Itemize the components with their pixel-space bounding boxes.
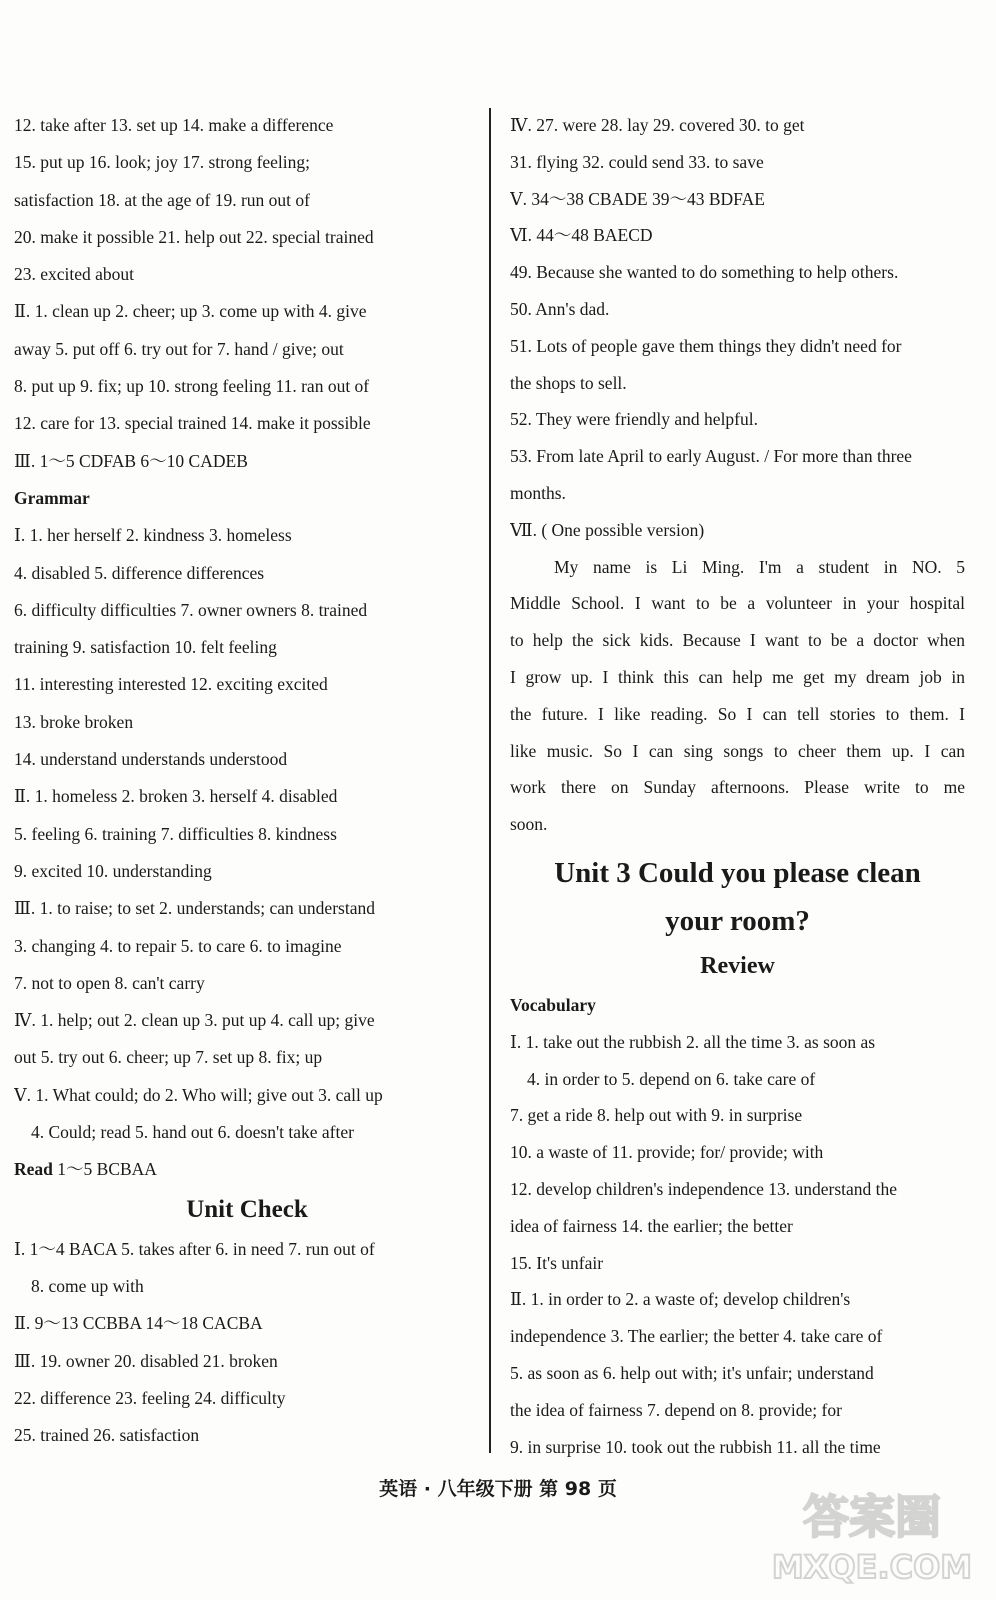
unit-title — [510, 849, 965, 945]
answer-line: Ⅴ. 34～38 CBADE 39～43 BDFAE — [510, 188, 765, 209]
answer-line: 7. get a ride 8. help out with 9. in surprise — [510, 1105, 803, 1126]
answer-line: 13. broke broken — [14, 711, 134, 732]
answer-line: Ⅰ. 1. her herself 2. kindness 3. homeless — [14, 525, 292, 546]
unit-title-line2: your room? — [665, 904, 810, 937]
answer-line: Ⅰ. 1. take out the rubbish 2. all the time 3. as soon as — [510, 1031, 876, 1052]
essay-line: to help the sick kids. Because I want to be a doctor when — [510, 630, 965, 651]
section-heading: Grammar — [14, 487, 90, 508]
review-title: Review — [700, 952, 775, 979]
answer-line: 12. take after 13. set up 14. make a difference — [14, 115, 334, 135]
answer-line: 23. excited about — [14, 264, 135, 285]
answer-line: Ⅳ. 27. were 28. lay 29. covered 30. to get — [510, 115, 805, 135]
unit-title-line1: Unit 3 Could you please clean — [554, 856, 921, 889]
column-divider — [489, 108, 491, 1453]
answer-line: 11. interesting interested 12. exciting excited — [14, 674, 328, 695]
answer-line: 10. a waste of 11. provide; for/ provide; with — [510, 1142, 824, 1163]
answer-line: 15. It's unfair — [510, 1252, 604, 1273]
answer-line: the idea of fairness 7. depend on 8. provide; for — [510, 1399, 842, 1420]
essay-line: like music. So I can sing songs to cheer them up. I can — [510, 740, 965, 761]
answer-line: Ⅱ. 9～13 CCBBA 14～18 CACBA — [14, 1313, 263, 1334]
read-answer-line: Read 1～5 BCBAA — [14, 1159, 157, 1180]
answer-line: 25. trained 26. satisfaction — [14, 1425, 200, 1446]
answer-line: Ⅲ. 1～5 CDFAB 6～10 CADEB — [14, 450, 248, 471]
answer-line: 6. difficulty difficulties 7. owner owners 8. trained — [14, 599, 368, 620]
answer-line: 9. in surprise 10. took out the rubbish 11. all the time — [510, 1436, 881, 1457]
section-heading: Vocabulary — [510, 994, 596, 1015]
watermark-line2: MXQE.COM — [772, 1548, 972, 1586]
essay-line: I grow up. I think this can help me get my dream job in — [510, 666, 965, 687]
answer-line: training 9. satisfaction 10. felt feeling — [14, 637, 277, 658]
answer-line: independence 3. The earlier; the better 4. take care of — [510, 1326, 883, 1347]
answer-line: the shops to sell. — [510, 372, 627, 393]
answer-line: out 5. try out 6. cheer; up 7. set up 8. fix; up — [14, 1047, 323, 1068]
answer-line: 3. changing 4. to repair 5. to care 6. to imagine — [14, 935, 342, 956]
answer-line: 50. Ann's dad. — [510, 298, 610, 319]
answer-line: Ⅲ. 19. owner 20. disabled 21. broken — [14, 1350, 278, 1371]
watermark-logo — [772, 1478, 972, 1588]
answer-line: 14. understand understands understood — [14, 749, 288, 770]
watermark-line1: 答案圈 — [803, 1490, 941, 1544]
answer-line: 12. develop children's independence 13. understand the — [510, 1178, 898, 1199]
answer-line: 8. put up 9. fix; up 10. strong feeling 11. ran out of — [14, 376, 370, 397]
answer-line: Ⅲ. 1. to raise; to set 2. understands; can understand — [14, 898, 375, 919]
left-column — [14, 107, 480, 1454]
essay-line: work there on Sunday afternoons. Please write to me — [510, 777, 965, 798]
answer-line: 7. not to open 8. can't carry — [14, 972, 205, 993]
answer-line: 9. excited 10. understanding — [14, 860, 212, 881]
answer-line: Ⅳ. 1. help; out 2. clean up 3. put up 4. call up; give — [14, 1010, 375, 1031]
answer-line: 5. feeling 6. training 7. difficulties 8. kindness — [14, 823, 337, 844]
answer-line: Ⅱ. 1. in order to 2. a waste of; develop children's — [510, 1289, 851, 1310]
answer-line: idea of fairness 14. the earlier; the better — [510, 1215, 793, 1236]
answer-line: soon. — [510, 814, 548, 835]
answer-line: months. — [510, 482, 566, 503]
answer-line: 5. as soon as 6. help out with; it's unfair; understand — [510, 1362, 874, 1383]
answer-line: Ⅰ. 1～4 BACA 5. takes after 6. in need 7. run out of — [14, 1238, 375, 1259]
answer-line: away 5. put off 6. try out for 7. hand / give; out — [14, 338, 344, 359]
answer-line: 15. put up 16. look; joy 17. strong feeling; — [14, 152, 311, 173]
answer-line: 8. come up with — [31, 1275, 144, 1296]
answer-line: 22. difference 23. feeling 24. difficulty — [14, 1387, 286, 1408]
answer-line: 4. disabled 5. difference differences — [14, 562, 265, 583]
essay-line: My name is Li Ming. I'm a student in NO. 5 — [554, 556, 965, 577]
answer-line: Ⅶ. ( One possible version) — [510, 519, 705, 540]
answer-line: 12. care for 13. special trained 14. make it possible — [14, 413, 371, 434]
right-column-bottom — [510, 987, 965, 1465]
answer-line: 20. make it possible 21. help out 22. special trained — [14, 226, 374, 247]
answer-line: 4. Could; read 5. hand out 6. doesn't take after — [31, 1122, 354, 1143]
answer-line: 4. in order to 5. depend on 6. take care of — [527, 1068, 816, 1089]
answer-line: 49. Because she wanted to do something to help others. — [510, 262, 899, 283]
answer-line: 31. flying 32. could send 33. to save — [510, 151, 764, 172]
answer-line: 51. Lots of people gave them things they didn't need for — [510, 335, 902, 356]
right-column-top — [510, 107, 965, 843]
answer-line: satisfaction 18. at the age of 19. run out of — [14, 189, 310, 210]
answer-line: 53. From late April to early August. / For more than three — [510, 446, 912, 467]
answer-line: Ⅴ. 1. What could; do 2. Who will; give out 3. call up — [14, 1084, 383, 1105]
right-column — [510, 107, 965, 1465]
page-footer: 英语 · 八年级下册 第 98 页 — [379, 1478, 617, 1500]
essay-line: the future. I like reading. So I can tell stories to them. I — [510, 703, 965, 724]
section-title: Unit Check — [186, 1195, 308, 1223]
answer-line: Ⅱ. 1. clean up 2. cheer; up 3. come up with 4. give — [14, 301, 367, 322]
essay-line: Middle School. I want to be a volunteer in your hospital — [510, 593, 965, 614]
answer-line: Ⅱ. 1. homeless 2. broken 3. herself 4. disabled — [14, 786, 338, 807]
answer-line: 52. They were friendly and helpful. — [510, 409, 758, 430]
answer-line: Ⅵ. 44～48 BAECD — [510, 225, 653, 246]
